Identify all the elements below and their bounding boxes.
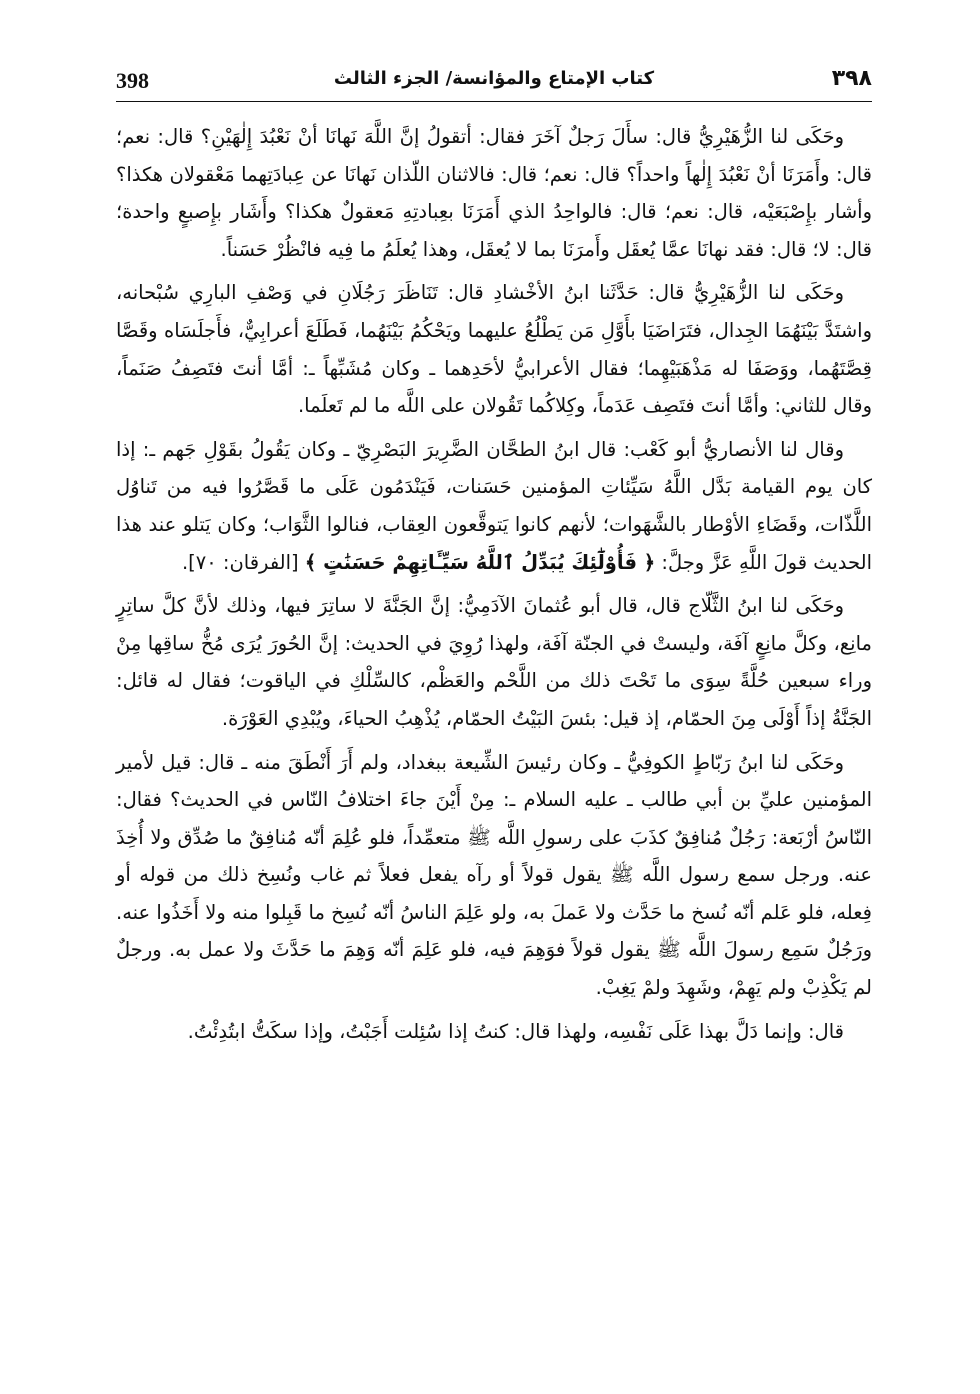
running-head [116,60,872,100]
paragraph-6: قال: وإنما دَلَّ بهذا عَلَى نَفْسِه، ولهذا قال: كنتُ إذا سُئِلت أَجَبْتُ، وإذا سكَتُّ ابتُدِئْتُ. [187,1019,844,1043]
paragraph-2: وحَكَى لنا الزُّهَيْرِيُّ قال: حَدَّثَنا ابنُ الأخْشادِ قال: تَنَاظَرَ رَجُلَانِ في وَصْفِ البارِي سُبْحانه، واشتَدَّ بَيْنَهُمَا الجِدال، فتَرَاضَيَا بأَوَّلِ مَن يَطْلُعُ عليهما ويَحْكُمُ بَيْنَهُما، فَطَلَعَ أعرابِيٌّ، فأَجلَسَاه وقَصَّا قِصَّتَهُما، ووَصَفَا له مَذْهَبَيْهِما؛ فقال الأعرابيُّ لأحَدِهما ـ وكان مُشَبِّهاً ـ: أمَّا أنتَ فتَصِفُ صَنَماً، وقال للثاني: وأمَّا أنتَ فتَصِف عَدَماً، وكِلاكُما تَقُولان على اللَّه ما لم تَعلَما. [116,281,872,418]
page-header-title: كتاب الإمتاع والمؤانسة/ الجزء الثالث [333,68,655,89]
paragraph-3 [116,431,872,581]
paragraph-1: وحَكَى لنا الزُّهَيْرِيُّ قال: سأَلَ رَجلٌ آخَرَ فقال: أتقولُ إنَّ اللَّهَ نَهانَا أنْ نَعْبُدَ إِلٰهَيْنِ؟ قال: نعم؛ قال: وأَمَرَنَا أنْ نَعْبُدَ إِلٰهاً واحداً؟ قال: نعم؛ قال: فالاثنان اللّذان نَهانَا عن عِبادَتِهما مَعْقولان هكذا؟ وأشار بإِصْبَعَيْه، قال: نعم؛ قال: فالواحِدُ الذي أَمَرَنَا بعِبادتِهِ مَعقولٌ هكذا؟ وأَشَار بإِصبعٍ واحدة؛ قال: لا؛ قال: فقد نهانَا عمَّا يُعقَل وأَمرَنَا بما لا يُعقَل، وهذا يُعلَمُ ما فِيه فانْظُرْ حَسَناً. [116,125,872,261]
paragraph-4: وحَكَى لنا ابنُ الثَّلّاج قال، قال أبو عُثمانَ الآدَمِيُّ: إنَّ الجَنَّةَ لا ساتِرَ فيها، وذلك لأنَّ كلَّ ساتِرٍ مانِع، وكلَّ مانِعٍ آفَة، وليستْ في الجنّة آفَة، ولهذا رُوِيَ في الحديث: إنَّ الحُورَ يُرَى مُخُّ ساقِها مِنْ وراء سبعين حُلَّةً سِوَى ما تَحْتَ ذلك من اللَّحْم والعَظْم، كالسِّلْكِ في الياقوت؛ فقال له قائل: الجَنَّةُ إذاً أَوْلَى مِنَ الحمّام، إذ قيل: بئسَ البَيْتُ الحمّام، يُذْهِبُ الحياءَ، ويُبْدِي العَوْرَة. [116,594,872,730]
paragraph-3-text: وقال لنا الأنصاريُّ أبو كَعْب: قال ابنُ الطحَّان الضَّرِيرَ البَصْرِيّ ـ وكان يَقُولُ بقَوْلِ جَهم ـ: إذا كان يوم القيامة بَدَّل اللَّهُ سَيِّئاتِ المؤمنين حَسَنات، فَيَنْدَمُون عَلَى ما قَصَّرُوا فيه من تَناوُل اللَّذّات، وقَضَاءِ الأوْطار بالشَّهَوات؛ لأنهم كانوا يَتوقَّعون العِقاب، فنالوا الثَّوَاب؛ وكان يَتلو عند هذا الحديث قولَ اللَّهِ عَزَّ وجلَّ: [116,437,872,574]
quran-quote: ﴿ فَأُوْلَٰٓئِكَ يُبَدِّلُ ٱللَّهُ سَيِّـَٔاتِهِمْ حَسَنَٰتٍ ﴾ [304,550,656,574]
paragraph-5: وحَكَى لنا ابنُ رَبّاطٍ الكوفِيُّ ـ وكان رئيسَ الشِّيعة ببغداد، ولم أَرَ أَنْطَقَ منه ـ قال: قيل لأمير المؤمنين عليِّ بن أبي طالب ـ عليه السلام ـ: مِنْ أَيْنَ جاءَ اختلافُ النّاس في الحديث؟ فقال: النّاسُ أرْبَعة: رَجُلٌ مُنافِقٌ كذَبَ على رسولِ اللَّه ﷺ متعمِّداً، فلو عُلِمَ أنّه مُنافِقٌ ما صُدِّق ولا أُخِذَ عنه. ورجل سمع رسول اللَّه ﷺ يقول قولاً أو رآه يفعل فعلاً ثم غاب ونُسِخ ذلك من قوله أو فِعله، فلو عَلم أنّه نُسخ ما حَدَّث ولا عَملَ به، ولو عَلِمَ الناسُ أنّه نُسِخ ما قَبِلوا منه ولا أَخَذُوا عنه. ورَجُلٌ سَمِع رسولَ اللَّه ﷺ يقول قولاً فوَهِمَ فيه، فلو عَلِمَ أنّه وَهِمَ ما حَدَّثَ ولا عمل به. ورجلٌ لم يَكْذِبْ ولم يَهِمْ، وشَهِدَ ولمْ يَغِبْ. [116,750,872,1000]
page-number-latin: 398 [116,68,149,93]
quran-reference: [الفرقان: ٧٠]. [181,550,299,574]
header-rule [116,101,872,102]
page-body [116,118,872,1056]
page-number-arabic: ٣٩٨ [831,66,872,91]
